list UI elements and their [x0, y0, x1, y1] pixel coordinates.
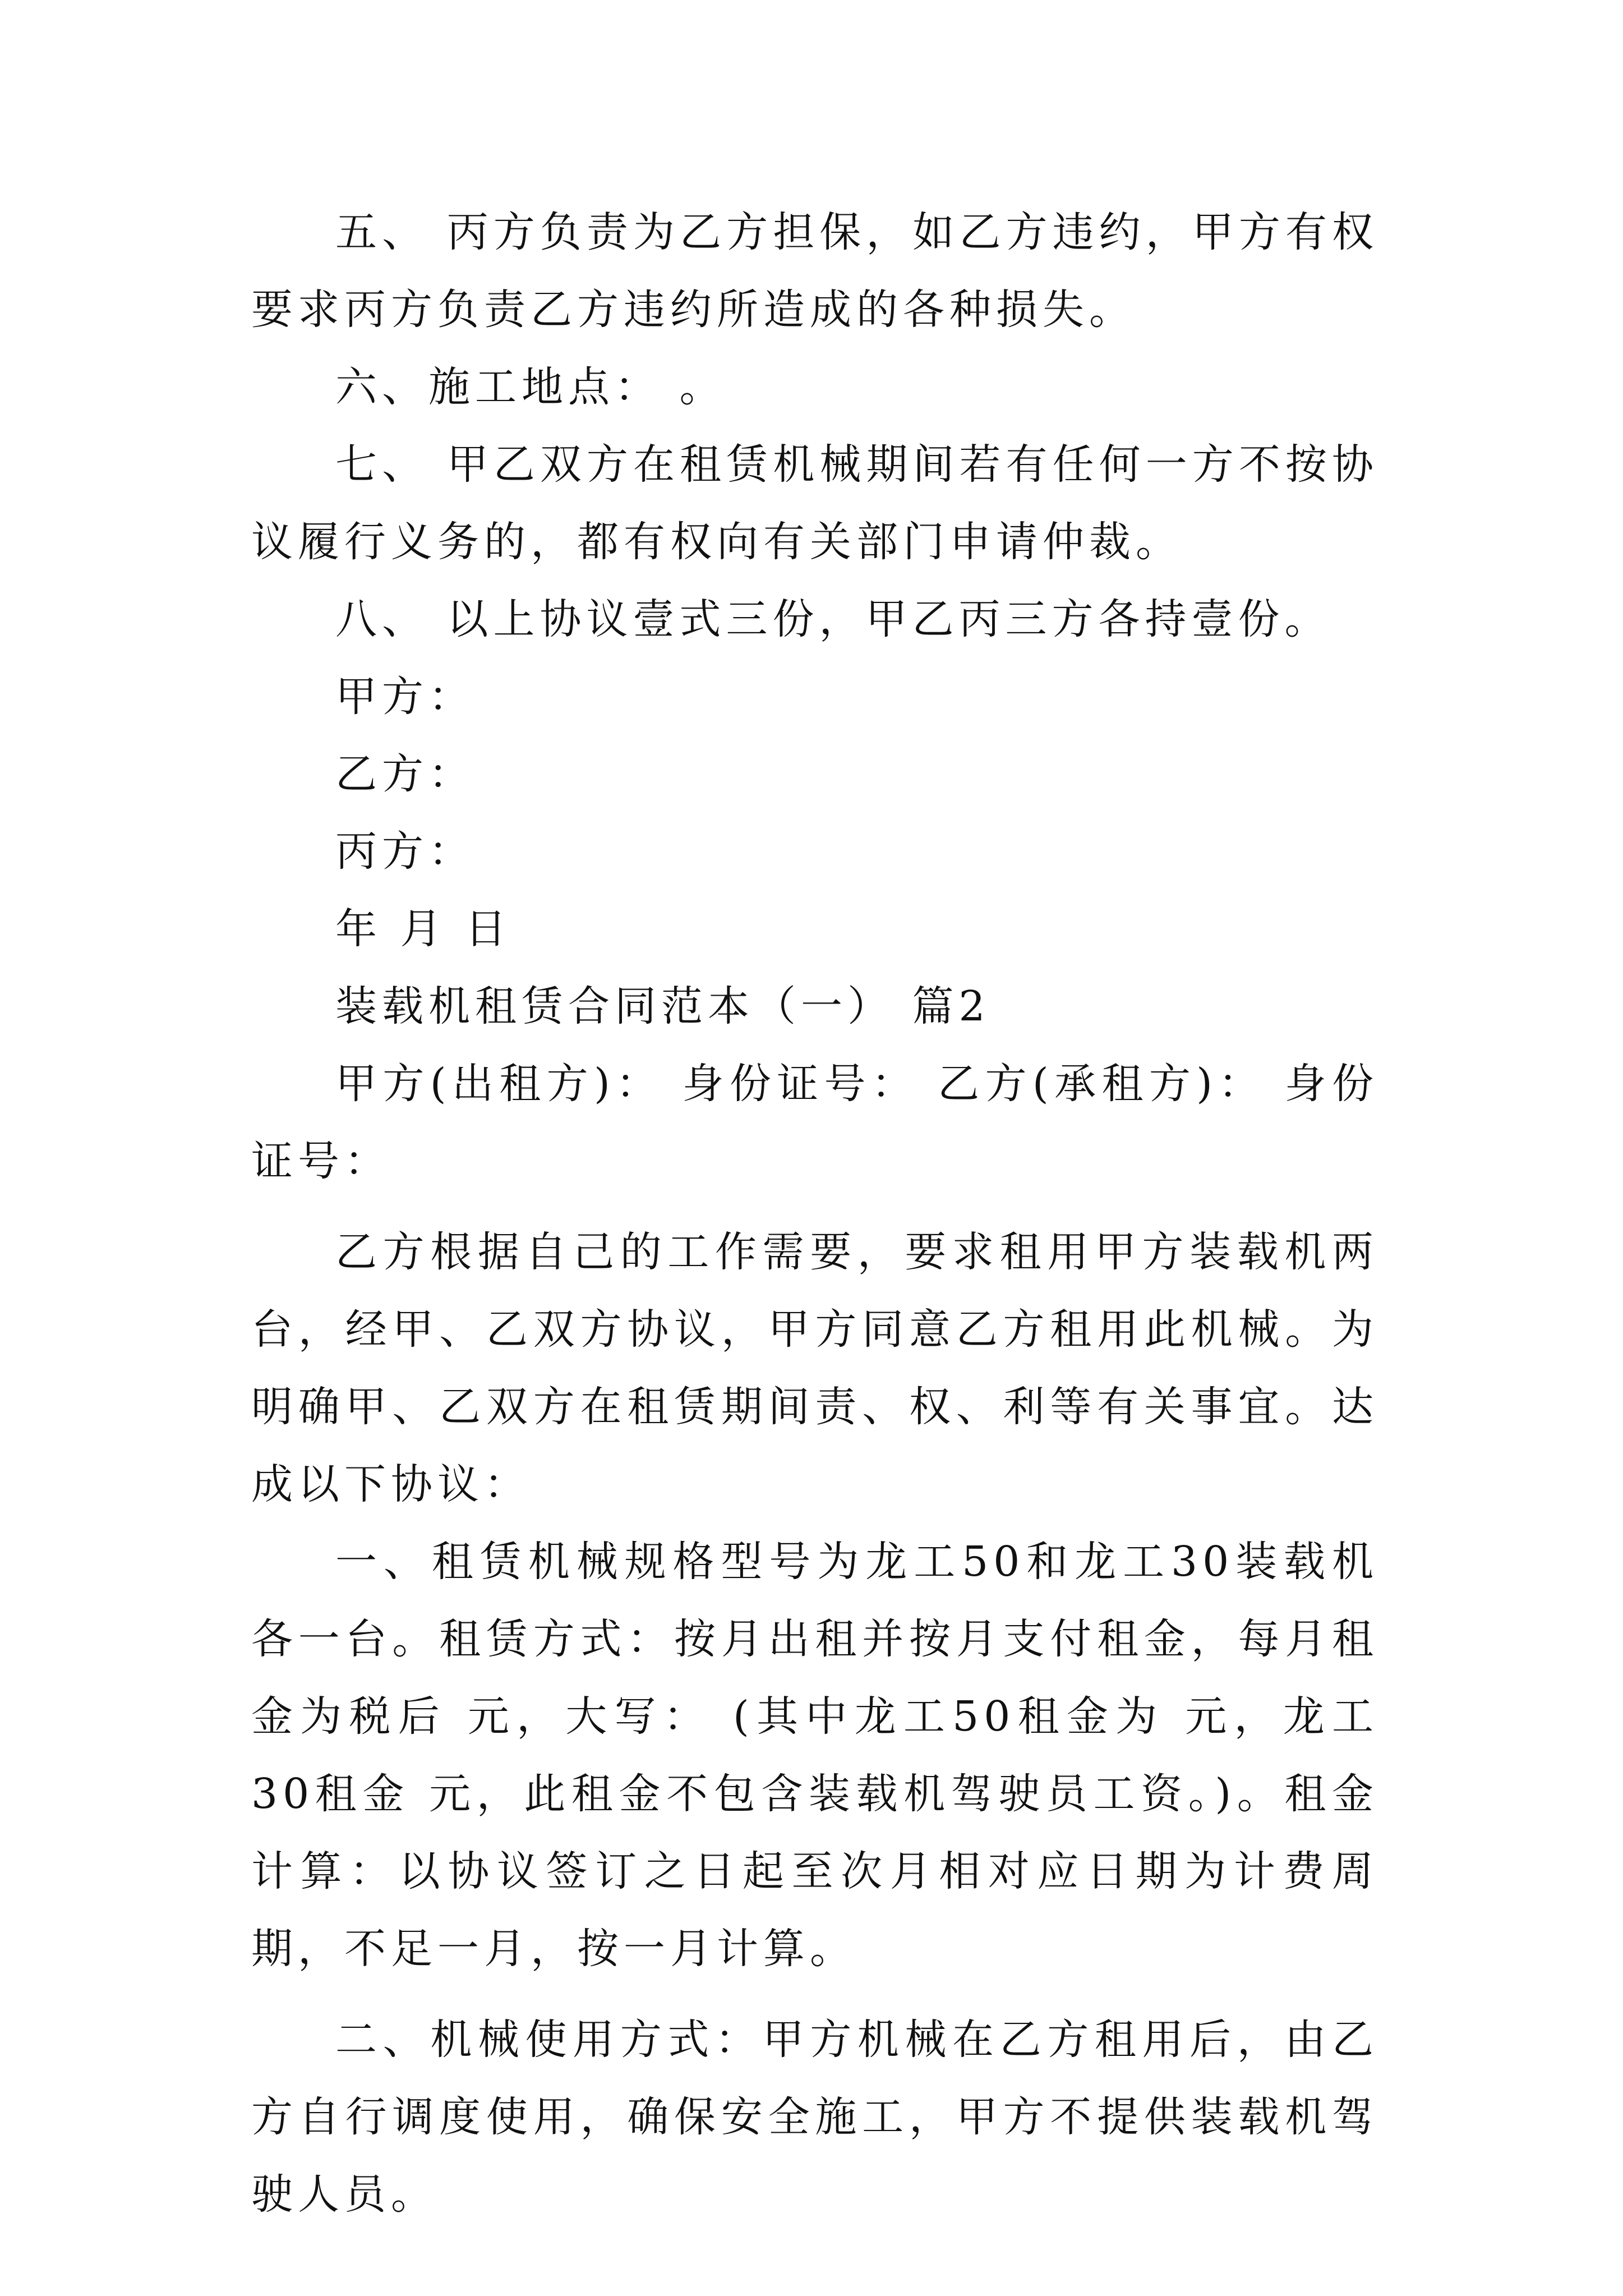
clause-one: 一、租赁机械规格型号为龙工50和龙工30装载机各一台。租赁方式：按月出租并按月支付租金，每月租金为税后 元，大写： (其中龙工50租金为 元，龙工30租金 元，此租金不包含装载机驾驶员工资。)。租金计算：以协议签订之日起至次月相对应日期为计费周期，不足一月，按一月计算。: [251, 1538, 1378, 1973]
party-b-signature: 乙方：: [335, 750, 475, 798]
document-body: [251, 194, 1378, 2233]
clause-eight: 八、 以上协议壹式三份，甲乙丙三方各持壹份。: [335, 595, 1331, 643]
clause-seven: 七、 甲乙双方在租赁机械期间若有任何一方不按协议履行义务的，都有权向有关部门申请仲裁。: [251, 440, 1378, 566]
party-a-signature: 甲方：: [335, 673, 475, 721]
party-c-signature: 丙方：: [335, 827, 475, 876]
parties-line: 甲方(出租方)： 身份证号： 乙方(承租方)： 身份证号：: [251, 1060, 1378, 1185]
preamble-paragraph: 乙方根据自己的工作需要，要求租用甲方装载机两台，经甲、乙双方协议，甲方同意乙方租用此机械。为明确甲、乙双方在租赁期间责、权、利等有关事宜。达成以下协议：: [251, 1228, 1378, 1508]
section-title: 装载机租赁合同范本（一） 篇2: [335, 982, 990, 1030]
clause-six: 六、施工地点： 。: [335, 363, 726, 411]
clause-five: 五、 丙方负责为乙方担保，如乙方违约，甲方有权要求丙方负责乙方违约所造成的各种损失。: [251, 208, 1378, 334]
date-line: 年 月 日: [335, 905, 512, 953]
clause-two: 二、机械使用方式：甲方机械在乙方租用后，由乙方自行调度使用，确保安全施工，甲方不提供装载机驾驶人员。: [251, 2016, 1378, 2219]
